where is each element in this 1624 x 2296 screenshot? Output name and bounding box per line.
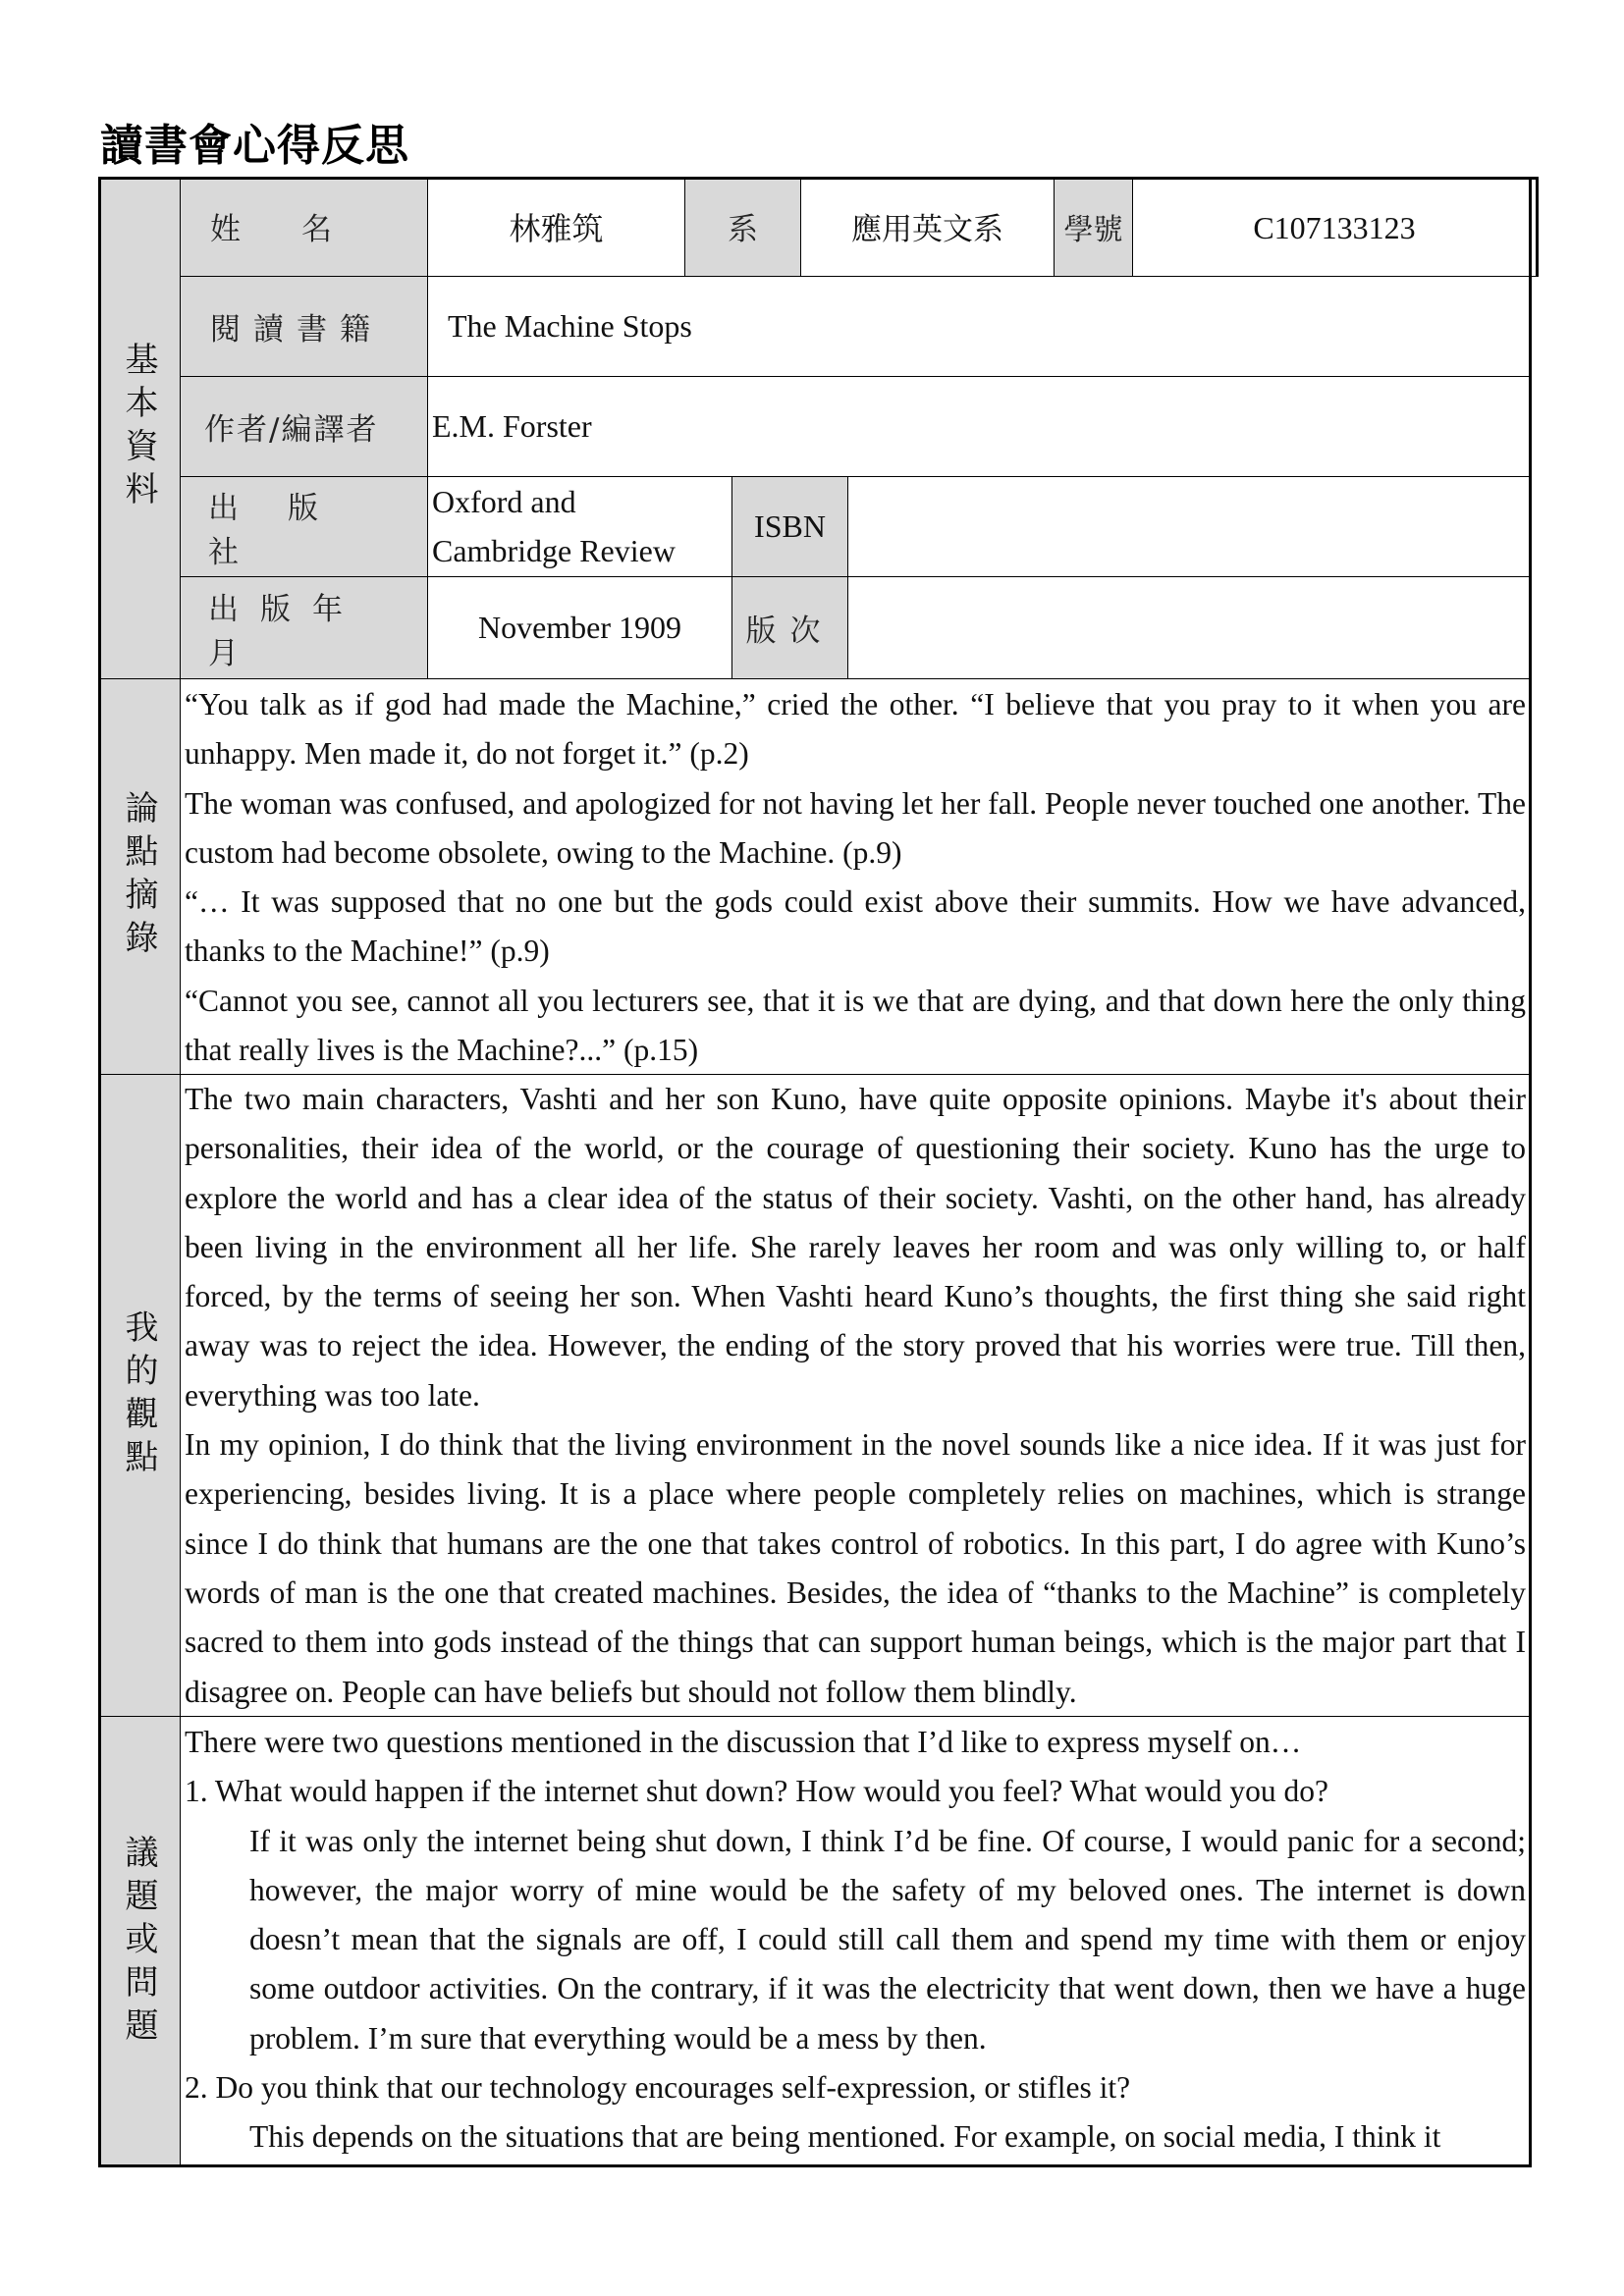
form-border (98, 177, 1532, 2167)
date-label: 出版年月 (208, 591, 364, 671)
section-label: 我的觀點 (119, 1308, 158, 1482)
question-2: 2. Do you think that our technology encourages self-expression, or stifles it? (185, 2070, 1131, 2106)
section-label: 議題或問題 (119, 1834, 158, 2051)
book-value: The Machine Stops (428, 277, 1532, 377)
question-1: 1. What would happen if the internet shut down? How would you feel? What would you do? (185, 1774, 1328, 1809)
publisher-value: Oxford and Cambridge Review (428, 477, 732, 577)
author-label: 作者/編譯者 (204, 412, 379, 448)
dept-value: 應用英文系 (801, 177, 1055, 277)
name-value: 林雅筑 (428, 177, 685, 277)
excerpt-2: The woman was confused, and apologized for not having let her fall. People never touched one another. The custom had become obsolete, owing to the Machine. (p.9) (185, 785, 1526, 870)
section-label: 基本資料 (119, 341, 158, 514)
excerpt-3: “… It was supposed that no one but the gods could exist above their summits. How we have advanced, thanks to the Machine!” (p.9) (185, 884, 1526, 969)
id-label: 學號 (1055, 177, 1133, 277)
pub-date-value: November 1909 (428, 577, 732, 679)
viewpoint-paragraph-1: The two main characters, Vashti and her son Kuno, have quite opposite opinions. Maybe it's about their personalities, their idea of the world, or the courage of questioning their society. Kuno has the urge to explore the world and has a clear idea of the status of their society. Vashti, on the other hand, has already been living in the environment all her life. She rarely leaves her room and was only willing to, or half forced, by the terms of seeing her son. When Vashti heard Kuno’s thoughts, the first thing she said right away was to reject the idea. However, the ending of the story proved that his worries were true. Till then, everything was too late. (185, 1082, 1526, 1413)
dept-label: 系 (685, 177, 801, 277)
publisher-label: 出版社 (208, 490, 367, 570)
edition-label: 版次 (745, 614, 835, 649)
viewpoint-paragraph-2: In my opinion, I do think that the living environment in the novel sounds like a nice idea. If it was just for experiencing, besides living. It is a place where people completely relies on machines, which is strange since I do think that humans are the one that takes control of robotics. In this part, I do agree with Kuno’s words of man is the one that created machines. Besides, the idea of “thanks to the Machine” is completely sacred to them into gods instead of the things that can support human beings, which is the major part that I disagree on. People can have beliefs but should not follow them blindly. (185, 1427, 1526, 1709)
excerpt-4: “Cannot you see, cannot all you lecturers see, that it is we that are dying, and that down here the only thing that really lives is the Machine?...” (p.15) (185, 983, 1526, 1068)
page-title: 讀書會心得反思 (100, 121, 409, 171)
book-label: 閱讀書籍 (210, 312, 383, 347)
student-id-value: C107133123 (1133, 177, 1539, 277)
reflection-form (98, 177, 1532, 2167)
section-label: 論點摘錄 (119, 790, 158, 963)
issues-intro: There were two questions mentioned in the discussion that I’d like to express myself on… (185, 1725, 1302, 1759)
isbn-label: ISBN (732, 477, 848, 577)
answer-2: This depends on the situations that are being mentioned. For example, on social media, I think it (249, 2119, 1441, 2155)
answer-1: If it was only the internet being shut down, I think I’d be fine. Of course, I would panic for a second; however, the major worry of mine would be the safety of my beloved ones. The internet is down doesn’t mean that the signals are off, I could still call them and spend my time with them or enjoy some outdoor activities. On the contrary, if it was the electricity that went down, then we have a huge problem. I’m sure that everything would be a mess by then. (249, 1823, 1526, 2056)
author-value: E.M. Forster (428, 377, 1532, 477)
name-label: 姓 名 (210, 212, 332, 247)
excerpt-1: “You talk as if god had made the Machine,” cried the other. “I believe that you pray to it when you are unhappy. Men made it, do not forget it.” (p.2) (185, 687, 1526, 772)
